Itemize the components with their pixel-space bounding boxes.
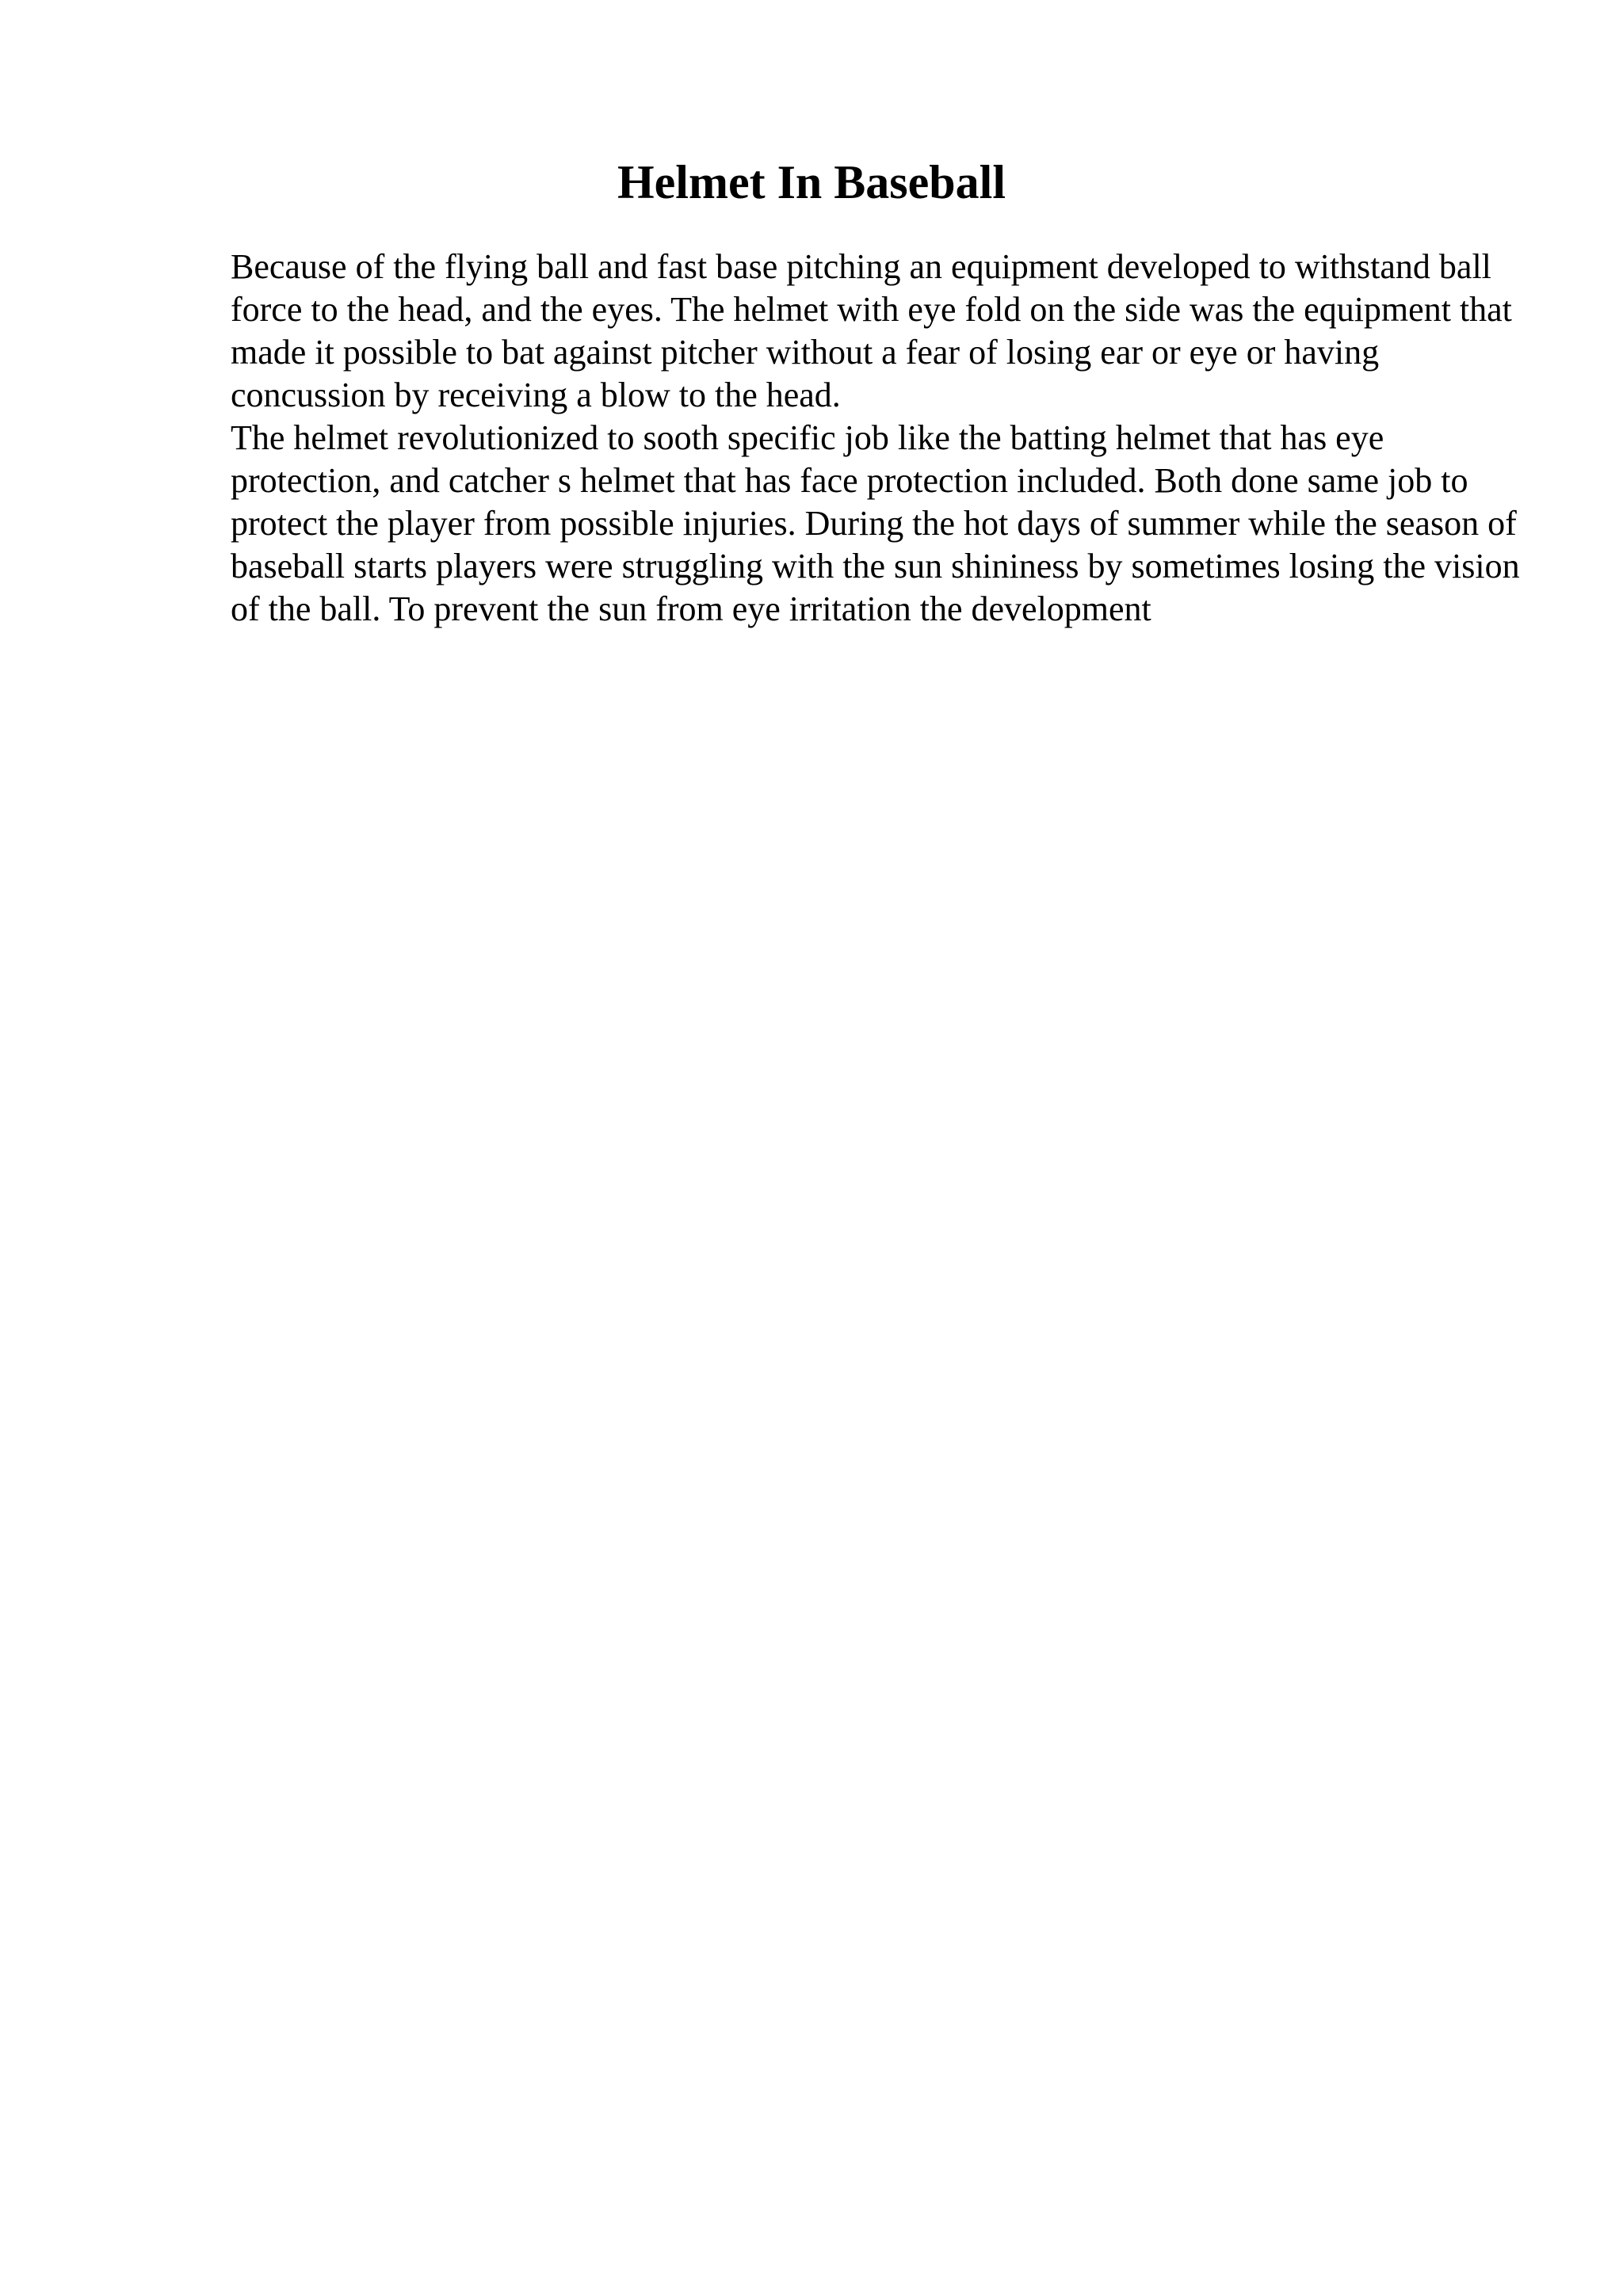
paragraph: The helmet revolutionized to sooth specific job like the batting helmet that has eye protection, and catcher s helmet that has face protection included. Both done same job to protect the player from possible injuries. During the hot days of summer while the season of baseball starts players were struggling with the sun shininess by sometimes losing the vision of the ball. To prevent the sun from eye irritation the development xyxy=(231,418,1520,628)
document-title: Helmet In Baseball xyxy=(617,156,1006,208)
paragraph: Because of the flying ball and fast base pitching an equipment developed to withstand ball force to the head, and the eyes. The helmet with eye fold on the side was the equipment that made it possible to bat against pitcher without a fear of losing ear or eye or having concussion by receiving a blow to the head. xyxy=(231,247,1512,414)
document-body xyxy=(231,246,1530,631)
